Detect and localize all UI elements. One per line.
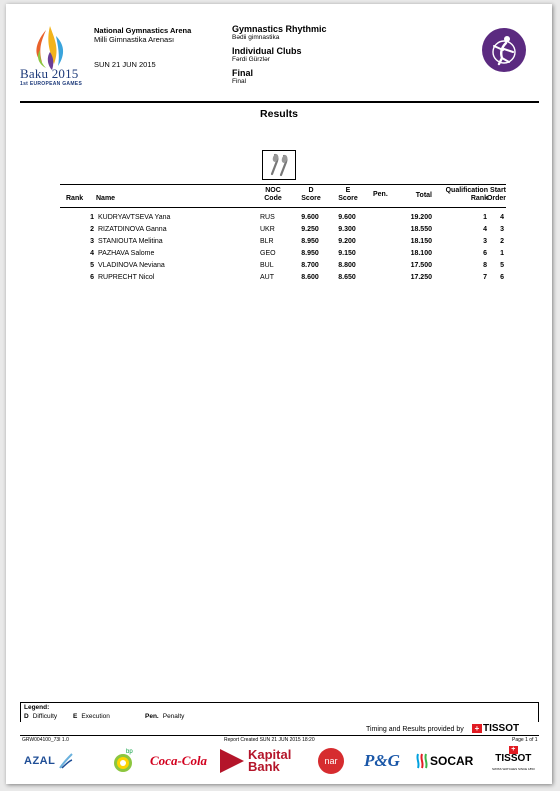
cell-total: 18.150 <box>410 238 432 245</box>
cell-d-score: 9.250 <box>301 226 319 233</box>
svg-text:bp: bp <box>126 749 133 755</box>
results-page <box>6 4 552 784</box>
nar-logo <box>314 746 348 776</box>
cell-name: STANIOUTA Melitina <box>98 238 163 245</box>
event-date: SUN 21 JUN 2015 <box>94 60 156 69</box>
cell-rank: 1 <box>90 214 94 221</box>
cell-rank: 6 <box>90 274 94 281</box>
european-games-tagline: 1st EUROPEAN GAMES <box>20 81 83 87</box>
cell-e-score: 9.150 <box>338 250 356 257</box>
cell-qualification-rank: 3 <box>483 238 487 245</box>
col-header-penalty: Pen. <box>373 191 388 198</box>
page-number: Page 1 of 1 <box>512 737 538 743</box>
cell-name: RUPRECHT Nicol <box>98 274 155 281</box>
cell-total: 18.550 <box>410 226 432 233</box>
tissot-logo: + TISSOT <box>472 723 519 734</box>
cell-total: 17.500 <box>410 262 432 269</box>
cell-total: 18.100 <box>410 250 432 257</box>
cell-rank: 2 <box>90 226 94 233</box>
cell-qualification-rank: 6 <box>483 250 487 257</box>
cell-total: 19.200 <box>410 214 432 221</box>
cell-start-order: 2 <box>500 238 504 245</box>
event-name: Individual Clubs <box>232 46 302 56</box>
azal-logo: AZAL <box>24 746 74 776</box>
cell-e-score: 9.600 <box>338 214 356 221</box>
rhythmic-gymnast-icon <box>482 28 526 72</box>
col-header-name: Name <box>96 195 116 202</box>
venue-name-local: Milli Gimnastika Arenası <box>94 35 175 44</box>
clubs-icon <box>262 150 296 180</box>
cell-total: 17.250 <box>410 274 432 281</box>
cell-noc: UKR <box>260 226 275 233</box>
table-row <box>60 212 506 224</box>
cell-d-score: 8.950 <box>301 238 319 245</box>
legend-box <box>20 702 539 722</box>
cell-noc: RUS <box>260 214 275 221</box>
col-header-d-score: D Score <box>301 187 321 202</box>
cell-rank: 3 <box>90 238 94 245</box>
cell-d-score: 8.600 <box>301 274 319 281</box>
cell-noc: GEO <box>260 250 276 257</box>
cell-qualification-rank: 8 <box>483 262 487 269</box>
coca-cola-logo: Coca-Cola <box>150 753 208 768</box>
cell-start-order: 3 <box>500 226 504 233</box>
socar-logo: SOCAR <box>414 746 473 776</box>
cell-start-order: 1 <box>500 250 504 257</box>
col-header-e-score: E Score <box>338 187 358 202</box>
table-row <box>60 224 506 236</box>
timing-provider-text: Timing and Results provided by <box>366 726 464 733</box>
document-code: GRW004100_73I 1.0 <box>22 737 69 743</box>
report-created: Report Created SUN 21 JUN 2015 18:20 <box>224 737 315 743</box>
cell-noc: BUL <box>260 262 274 269</box>
cell-qualification-rank: 4 <box>483 226 487 233</box>
pg-logo: P&G <box>364 751 400 770</box>
legend-item: E Execution <box>73 713 110 720</box>
cell-noc: BLR <box>260 238 274 245</box>
page-title: Results <box>260 108 298 120</box>
table-row <box>60 236 506 248</box>
svg-text:nar: nar <box>324 756 338 766</box>
legend-item: D Difficulty <box>24 713 58 720</box>
table-row <box>60 272 506 284</box>
legend-item: Pen. Penalty <box>145 713 185 720</box>
cell-name: KUDRYAVTSEVA Yana <box>98 214 171 221</box>
cell-start-order: 6 <box>500 274 504 281</box>
table-header-rule <box>60 207 506 208</box>
table-top-rule <box>60 184 506 185</box>
cell-name: RIZATDINOVA Ganna <box>98 226 167 233</box>
phase-name-local: Final <box>232 78 247 85</box>
cell-name: PAZHAVA Salome <box>98 250 155 257</box>
cell-d-score: 8.700 <box>301 262 319 269</box>
cell-e-score: 8.650 <box>338 274 356 281</box>
col-header-noc: NOC Code <box>264 187 282 202</box>
venue-block <box>94 26 191 44</box>
bp-logo <box>112 746 134 776</box>
kapital-bank-logo: Kapital Bank <box>220 746 291 776</box>
event-name-local: Fərdi Gürzlər <box>232 56 270 63</box>
col-header-total: Total <box>415 192 432 199</box>
cell-e-score: 8.800 <box>338 262 356 269</box>
cell-start-order: 4 <box>500 214 504 221</box>
tissot-sponsor-logo: + TISSOT SWISS WATCHES SINCE 1853 <box>492 746 535 771</box>
cell-rank: 5 <box>90 262 94 269</box>
discipline-name: Gymnastics Rhythmic <box>232 24 327 34</box>
cell-qualification-rank: 1 <box>483 214 487 221</box>
table-row <box>60 248 506 260</box>
cell-qualification-rank: 7 <box>483 274 487 281</box>
cell-e-score: 9.300 <box>338 226 356 233</box>
cell-d-score: 8.950 <box>301 250 319 257</box>
table-row <box>60 260 506 272</box>
sponsor-strip <box>20 746 539 778</box>
legend-title: Legend: <box>24 704 50 711</box>
cell-name: VLADINOVA Neviana <box>98 262 165 269</box>
cell-noc: AUT <box>260 274 274 281</box>
cell-rank: 4 <box>90 250 94 257</box>
cell-start-order: 5 <box>500 262 504 269</box>
col-header-start-order: Start Order <box>486 187 506 202</box>
baku-2015-wordmark: Baku 2015 <box>20 66 79 81</box>
discipline-name-local: Bədii gimnastika <box>232 34 280 41</box>
event-block <box>232 24 327 86</box>
cell-e-score: 9.200 <box>338 238 356 245</box>
col-header-rank: Rank <box>66 195 84 202</box>
venue-name: National Gymnastics Arena <box>94 26 192 35</box>
col-header-qualification-rank: Qualification Rank <box>445 187 488 202</box>
phase-name: Final <box>232 68 254 78</box>
header-rule <box>20 101 539 103</box>
footer-rule <box>20 735 539 736</box>
cell-d-score: 9.600 <box>301 214 319 221</box>
